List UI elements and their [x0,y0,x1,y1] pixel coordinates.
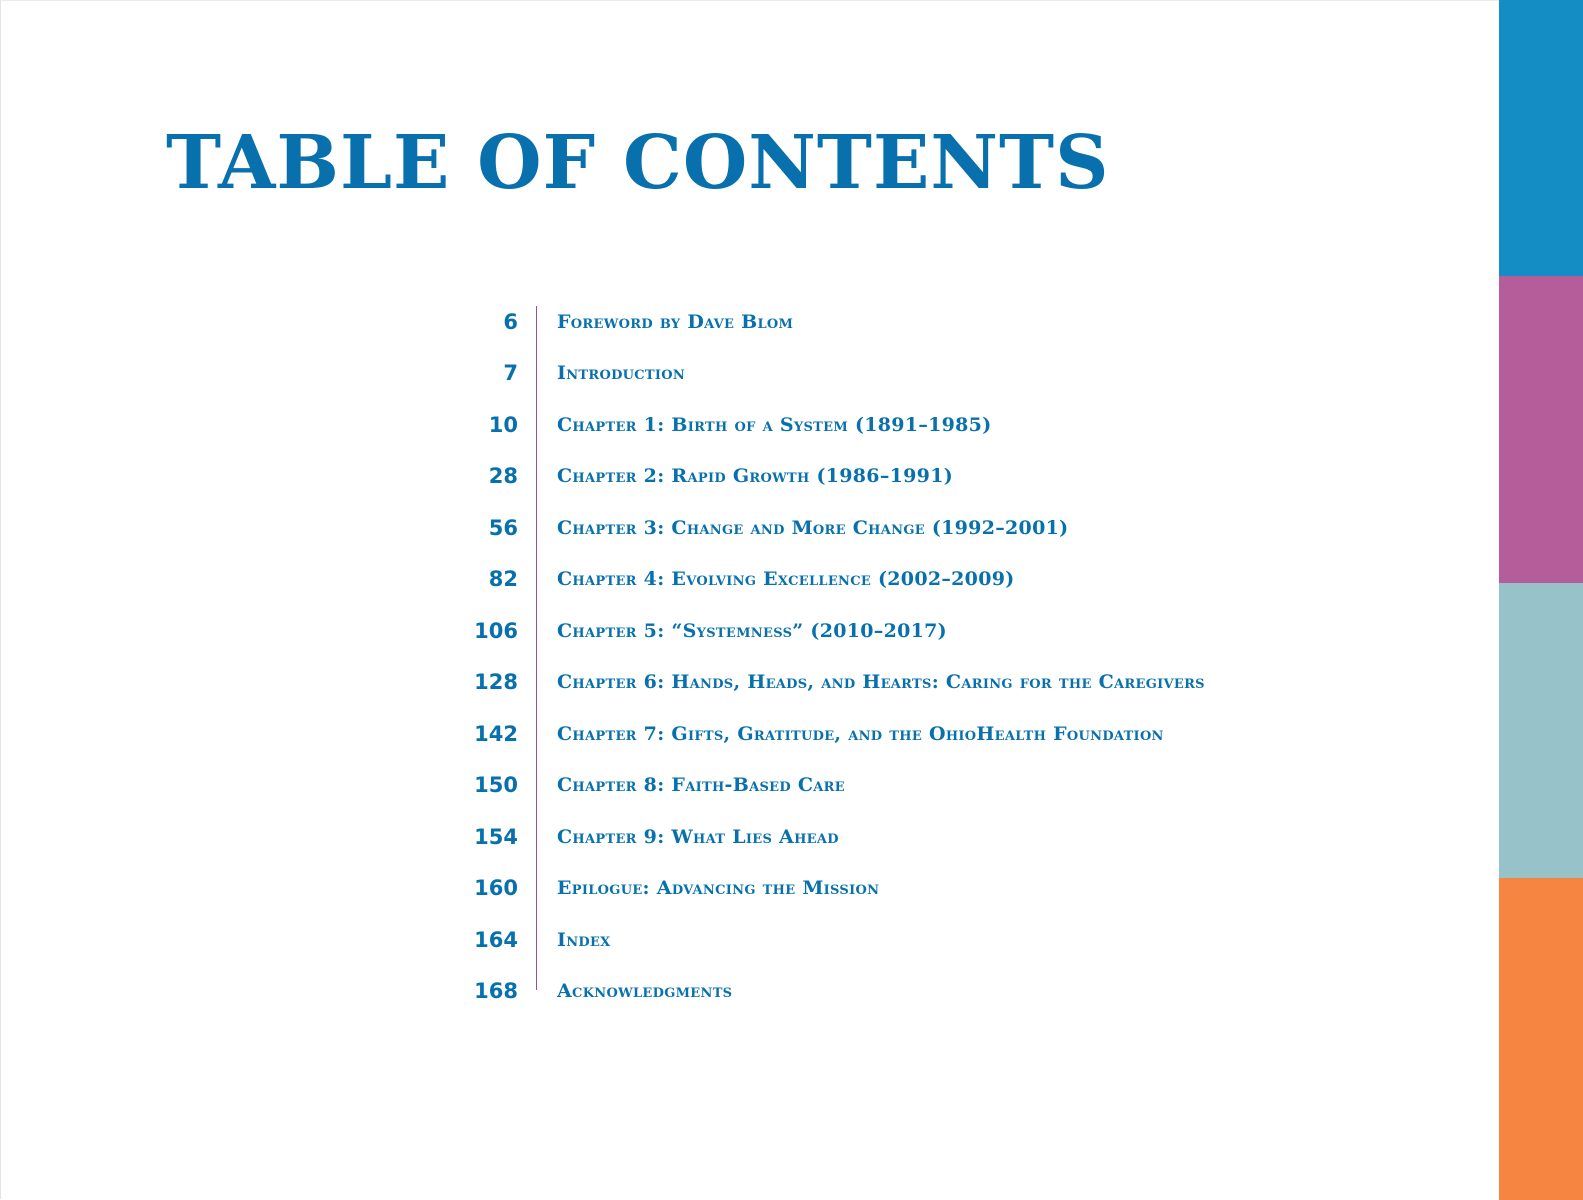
toc-row[interactable] [470,502,1430,554]
toc-row[interactable] [470,554,1430,606]
toc-page-number: 106 [474,618,518,643]
toc-entry-title[interactable]: Epilogue: Advancing the Mission [557,877,880,900]
toc-row[interactable] [470,657,1430,709]
toc-entry-title[interactable]: Chapter 1: Birth of a System (1891–1985) [557,413,992,436]
toc-page-number: 154 [474,824,518,849]
toc-entry-title[interactable]: Chapter 3: Change and More Change (1992–2001) [557,516,1069,539]
toc-page-number: 6 [503,309,518,334]
toc-page-number: 128 [474,670,518,695]
toc-row[interactable] [470,605,1430,657]
color-strip-orange [1499,878,1583,1200]
toc-entry-title[interactable]: Foreword by Dave Blom [557,310,794,333]
toc-entry-title[interactable]: Chapter 8: Faith-Based Care [557,774,845,797]
color-strip-purple [1499,276,1583,583]
toc-page-number: 10 [488,412,518,437]
toc-row[interactable] [470,811,1430,863]
toc-row[interactable] [470,966,1430,1018]
toc-row[interactable] [470,914,1430,966]
toc-entry-title[interactable]: Introduction [557,362,686,385]
toc-page-number: 28 [488,464,518,489]
toc-page-number: 56 [488,515,518,540]
color-strip-teal [1499,583,1583,878]
toc-page-number: 82 [488,567,518,592]
page-title: TABLE OF CONTENTS [166,120,1110,206]
toc-entry-title[interactable]: Acknowledgments [557,980,733,1003]
toc-page-number: 150 [474,773,518,798]
toc-entry-title[interactable]: Chapter 5: “Systemness” (2010–2017) [557,619,947,642]
toc-row[interactable] [470,296,1430,348]
toc-row[interactable] [470,708,1430,760]
toc-entry-title[interactable]: Chapter 2: Rapid Growth (1986–1991) [557,465,954,488]
toc-page-number: 168 [474,979,518,1004]
toc-entry-title[interactable]: Chapter 6: Hands, Heads, and Hearts: Caring for the Caregivers [557,671,1205,694]
toc-page-number: 142 [474,721,518,746]
toc-entry-title[interactable]: Index [557,928,611,951]
toc-entry-title[interactable]: Chapter 7: Gifts, Gratitude, and the OhioHealth Foundation [557,722,1164,745]
toc-entry-title[interactable]: Chapter 9: What Lies Ahead [557,825,839,848]
toc-entry-title[interactable]: Chapter 4: Evolving Excellence (2002–2009) [557,568,1015,591]
color-strip-blue [1499,0,1583,276]
toc-page-number: 164 [474,927,518,952]
toc-page-number: 7 [503,361,518,386]
toc-row[interactable] [470,863,1430,915]
table-of-contents [470,296,1430,1017]
toc-row[interactable] [470,451,1430,503]
toc-row[interactable] [470,760,1430,812]
toc-row[interactable] [470,348,1430,400]
toc-row[interactable] [470,399,1430,451]
toc-page-number: 160 [474,876,518,901]
